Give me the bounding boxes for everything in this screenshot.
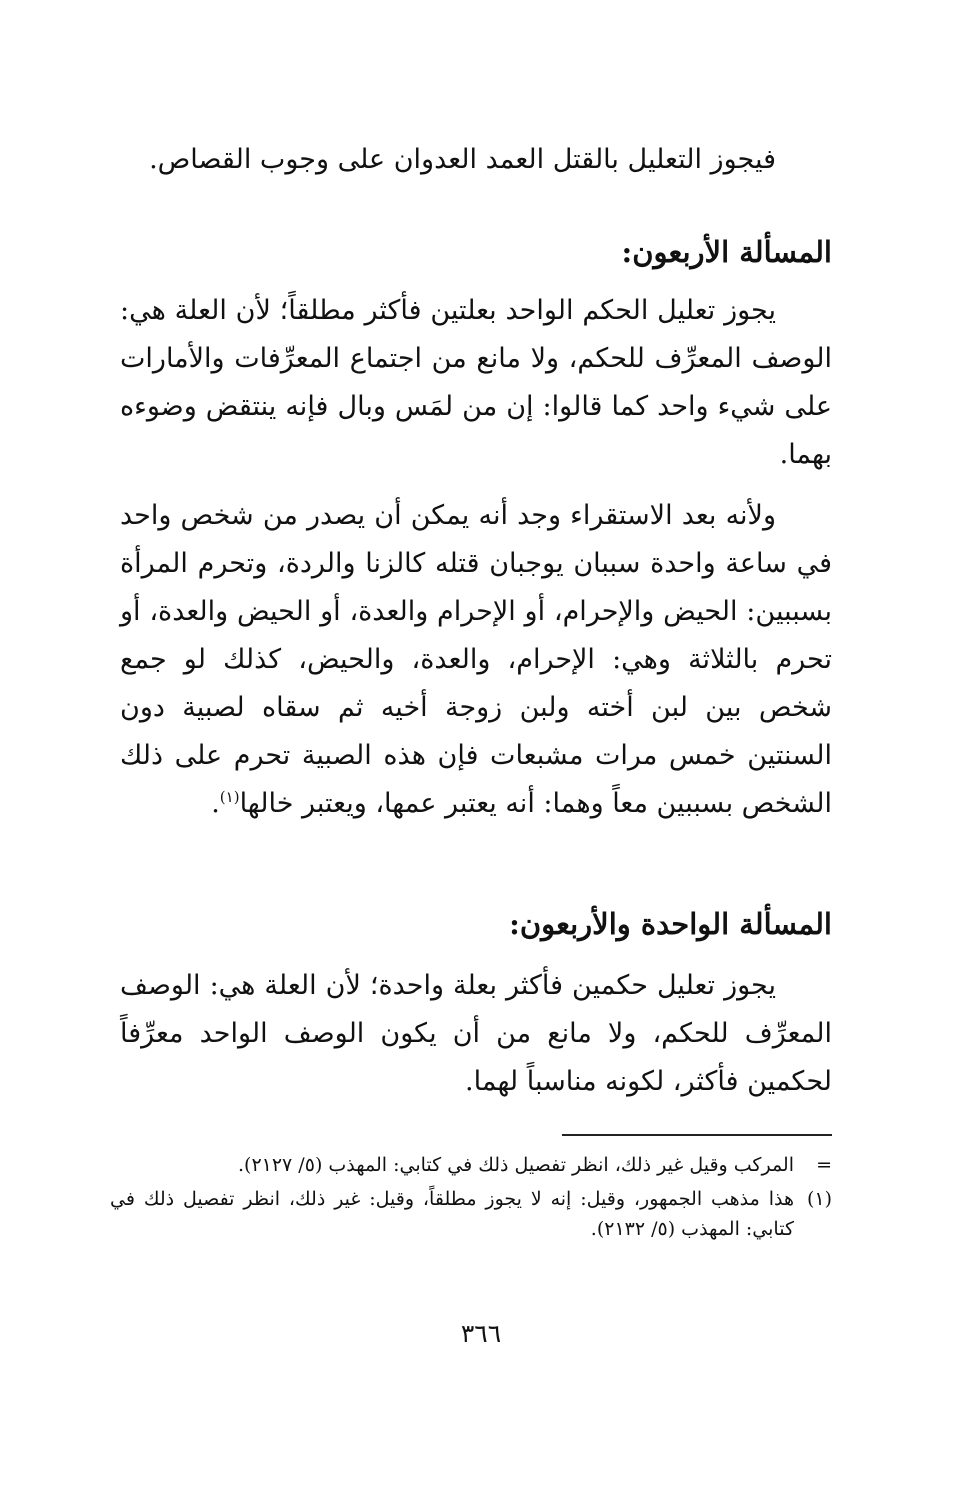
footnote-1 bbox=[110, 1184, 832, 1244]
section-40-paragraph-1: يجوز تعليل الحكم الواحد بعلتين فأكثر مطلقاً؛ لأن العلة هي: الوصف المعرِّف للحكم، ولا مانع من اجتماع المعرِّفات والأمارات على شيء واحد كما قالوا: إن من لمَس وبال فإنه ينتقض وضوءه بهما. bbox=[120, 295, 832, 470]
section-40-heading: المسألة الأربعون: bbox=[621, 235, 832, 269]
footnote-text: هذا مذهب الجمهور، وقيل: إنه لا يجوز مطلقاً، وقيل: غير ذلك، انظر تفصيل ذلك في كتابي: المهذب (٥/ ٢١٣٢). bbox=[110, 1188, 794, 1240]
footnote-reference-1: (١) bbox=[219, 788, 240, 806]
footnotes bbox=[110, 1150, 832, 1248]
footnote-continuation bbox=[110, 1150, 832, 1180]
footnote-text: المركب وقيل غير ذلك، انظر تفصيل ذلك في كتابي: المهذب (٥/ ٢١٢٧). bbox=[237, 1154, 794, 1176]
footnote-separator bbox=[562, 1134, 832, 1136]
page-number: ٣٦٦ bbox=[460, 1319, 502, 1348]
paragraph-2-end: . bbox=[211, 788, 220, 819]
footnote-mark: (١) bbox=[806, 1188, 832, 1210]
paragraph-2-text: ولأنه بعد الاستقراء وجد أنه يمكن أن يصدر من شخص واحد في ساعة واحدة سببان يوجبان قتله كالزنا والردة، وتحرم المرأة بسببين: الحيض والإحرام، أو الإحرام والعدة، أو الحيض والعدة، أو تحرم بالثلاثة وهي: الإحرام، والعدة، والحيض، كذلك لو جمع شخص بين لبن أخته ولبن زوجة أخيه ثم سقاه لصبية دون السنتين خمس مرات مشبعات فإن هذه الصبية تحرم على ذلك الشخص بسببين معاً وهما: أنه يعتبر عمها، ويعتبر خالها bbox=[120, 500, 833, 819]
intro-line: فيجوز التعليل بالقتل العمد العدوان على وجوب القصاص. bbox=[149, 144, 776, 175]
section-41-paragraph-1: يجوز تعليل حكمين فأكثر بعلة واحدة؛ لأن العلة هي: الوصف المعرِّف للحكم، ولا مانع من أن يكون الوصف الواحد معرِّفاً لحكمين فأكثر، لكونه مناسباً لهما. bbox=[120, 970, 832, 1097]
section-40-paragraph-2 bbox=[120, 492, 832, 828]
section-41-heading: المسألة الواحدة والأربعون: bbox=[509, 907, 832, 941]
footnote-mark: = bbox=[816, 1154, 832, 1176]
